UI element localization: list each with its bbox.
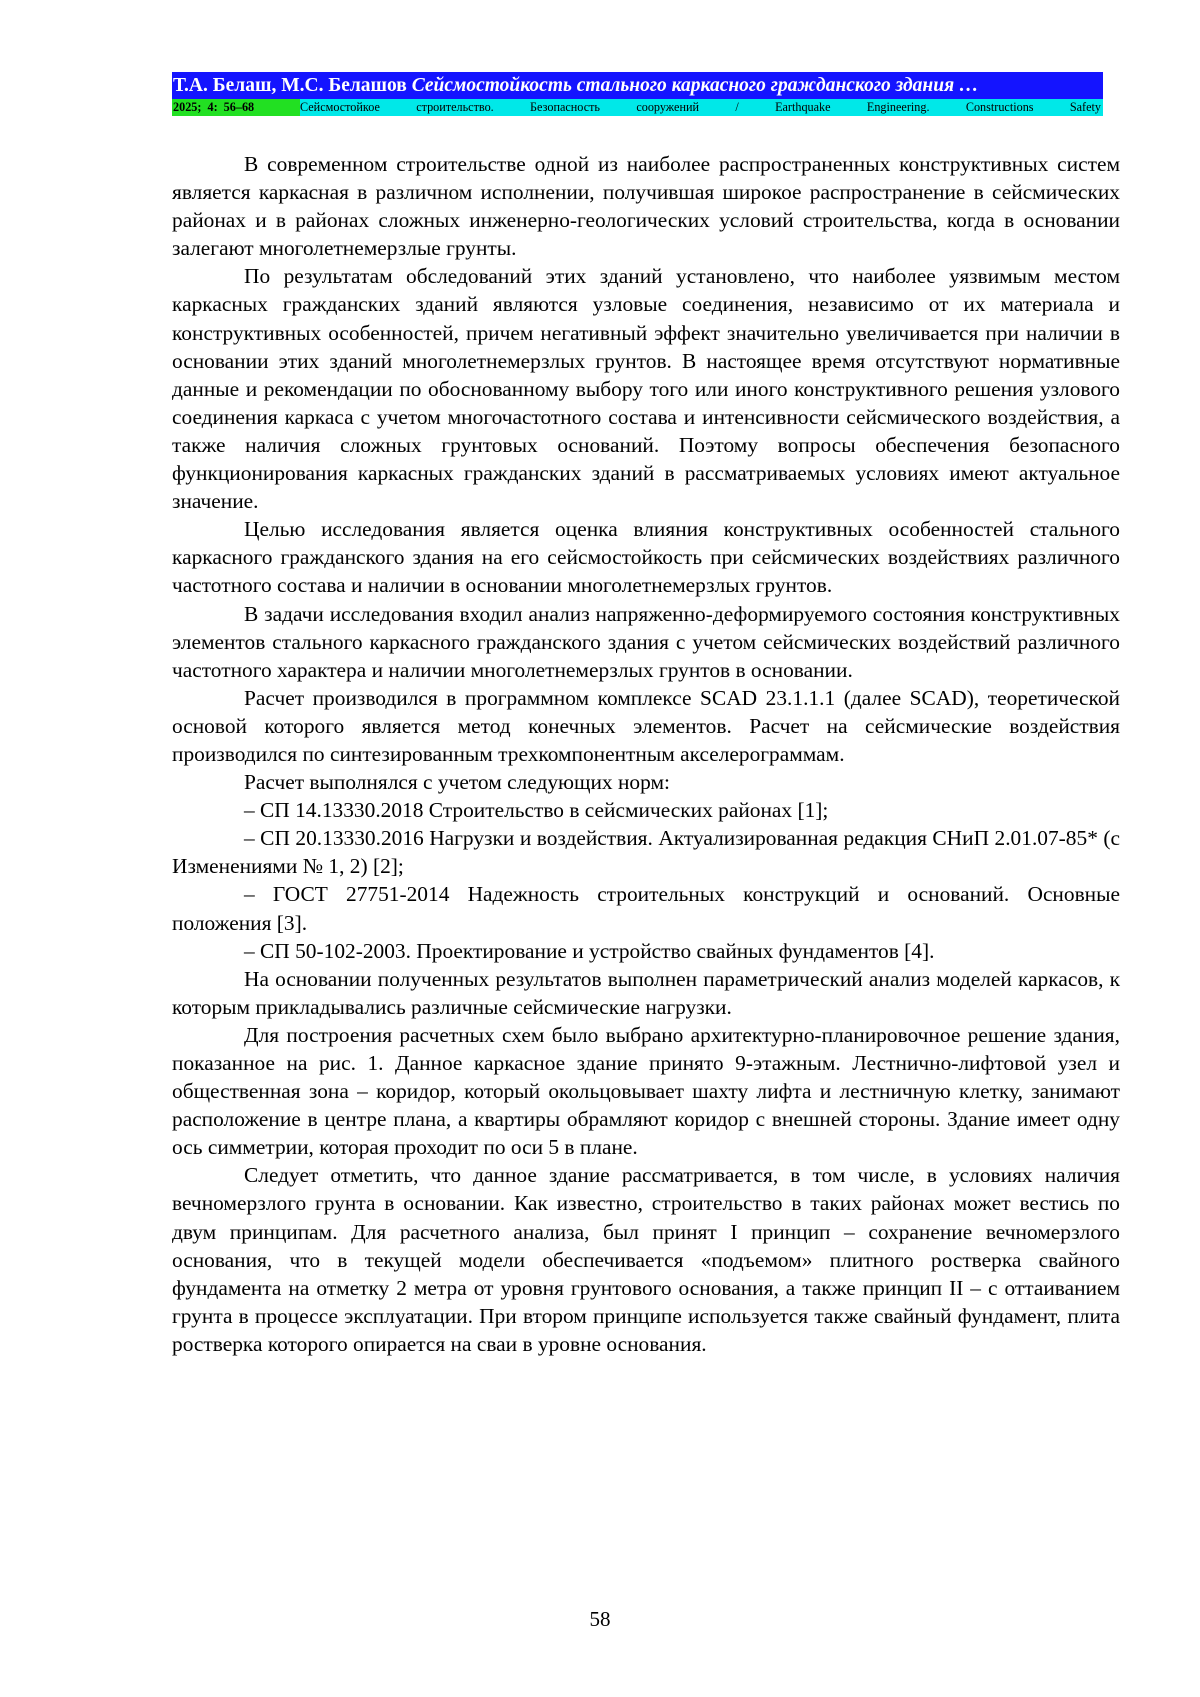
running-header [172, 72, 1103, 116]
paragraph: Целью исследования является оценка влияния конструктивных особенностей стального каркасного гражданского здания на его сейсмостойкость при сейсмических воздействиях различного частотного состава и наличии в основании многолетнемерзлых грунтов. [172, 515, 1120, 599]
header-title-bar [172, 72, 1103, 99]
header-info-bar [172, 99, 1103, 116]
paragraph: Расчет производился в программном комплексе SCAD 23.1.1.1 (далее SCAD), теоретической основой которого является метод конечных элементов. Расчет на сейсмические воздействия производился по синтезированным трехкомпонентным акселерограммам. [172, 684, 1120, 768]
header-journal: Сейсмостойкое строительство. Безопасность сооружений / Earthquake Engineering. Constructions Safety [300, 99, 1103, 116]
paragraph: Для построения расчетных схем было выбрано архитектурно-планировочное решение здания, показанное на рис. 1. Данное каркасное здание принято 9-этажным. Лестнично-лифтовой узел и общественная зона – коридор, который окольцовывает шахту лифта и лестничную клетку, занимают расположение в центре плана, а квартиры обрамляют коридор с внешней стороны. Здание имеет одну ось симметрии, которая проходит по оси 5 в плане. [172, 1021, 1120, 1161]
paragraph: На основании полученных результатов выполнен параметрический анализ моделей каркасов, к которым прикладывались различные сейсмические нагрузки. [172, 965, 1120, 1021]
page-number: 58 [0, 1606, 1200, 1632]
header-citation: 2025; 4: 56–68 [172, 99, 300, 116]
paragraph: Расчет выполнялся с учетом следующих норм: [172, 768, 1120, 796]
norm-list-item: – СП 14.13330.2018 Строительство в сейсмических районах [1]; [172, 796, 1120, 824]
norm-list-item: – ГОСТ 27751-2014 Надежность строительных конструкций и оснований. Основные положения [3]. [172, 880, 1120, 936]
paragraph: В задачи исследования входил анализ напряженно-деформируемого состояния конструктивных элементов стального каркасного гражданского здания с учетом сейсмических воздействий различного частотного характера и наличии многолетнемерзлых грунтов в основании. [172, 600, 1120, 684]
paragraph: Следует отметить, что данное здание рассматривается, в том числе, в условиях наличия вечномерзлого грунта в основании. Как известно, строительство в таких районах может вестись по двум принципам. Для расчетного анализа, был принят I принцип – сохранение вечномерзлого основания, что в текущей модели обеспечивается «подъемом» плитного ростверка свайного фундамента на отметку 2 метра от уровня грунтового основания, а также принцип II – с оттаиванием грунта в процессе эксплуатации. При втором принципе используется также свайный фундамент, плита ростверка которого опирается на сваи в уровне основания. [172, 1161, 1120, 1358]
paragraph: В современном строительстве одной из наиболее распространенных конструктивных систем является каркасная в различном исполнении, получившая широкое распространение в сейсмических районах и в районах сложных инженерно-геологических условий строительства, когда в основании залегают многолетнемерзлые грунты. [172, 150, 1120, 262]
body-text [172, 150, 1120, 1358]
norm-list-item: – СП 50-102-2003. Проектирование и устройство свайных фундаментов [4]. [172, 937, 1120, 965]
header-authors: Т.А. Белаш, М.С. Белашов [173, 75, 407, 96]
header-article-title: Сейсмостойкость стального каркасного гражданского здания … [412, 75, 979, 96]
norm-list-item: – СП 20.13330.2016 Нагрузки и воздействия. Актуализированная редакция СНиП 2.01.07-85* (с Изменениями № 1, 2) [2]; [172, 824, 1120, 880]
paragraph: По результатам обследований этих зданий установлено, что наиболее уязвимым местом каркасных гражданских зданий являются узловые соединения, независимо от их материала и конструктивных особенностей, причем негативный эффект значительно увеличивается при наличии в основании этих зданий многолетнемерзлых грунтов. В настоящее время отсутствуют нормативные данные и рекомендации по обоснованному выбору того или иного конструктивного решения узлового соединения каркаса с учетом многочастотного состава и интенсивности сейсмического воздействия, а также наличия сложных грунтовых оснований. Поэтому вопросы обеспечения безопасного функционирования каркасных гражданских зданий в рассматриваемых условиях имеют актуальное значение. [172, 262, 1120, 515]
